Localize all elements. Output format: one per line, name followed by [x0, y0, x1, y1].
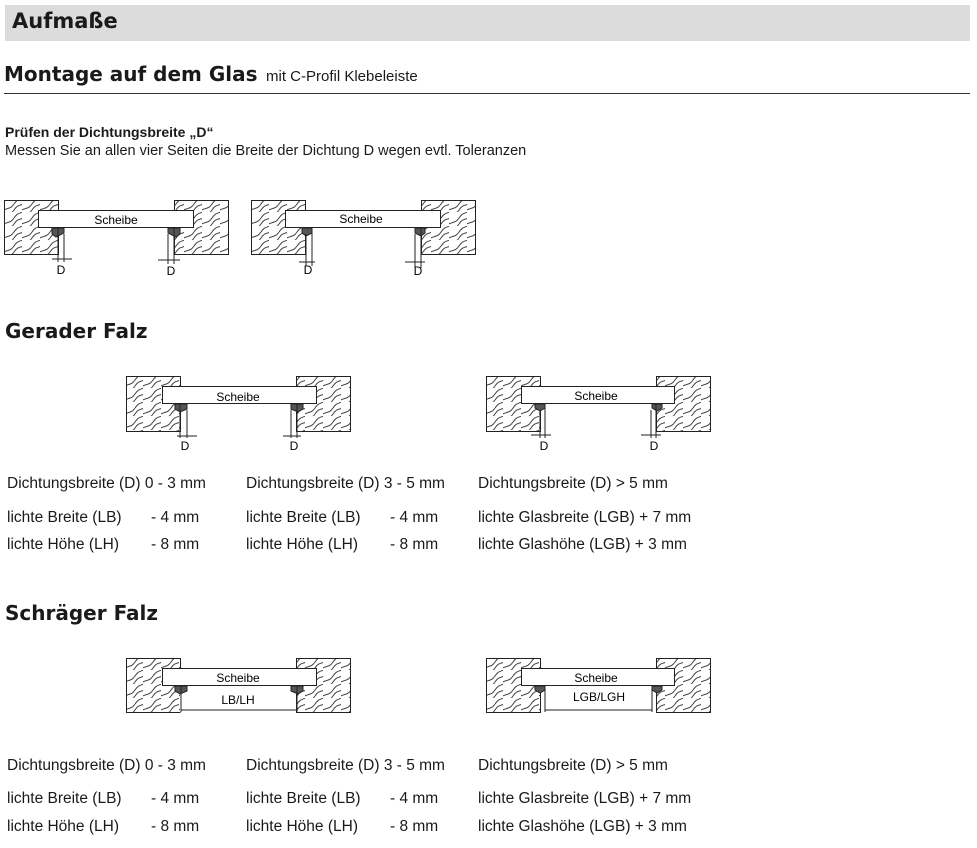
seal-label: D [303, 263, 313, 277]
gerader-col1-heading: Dichtungsbreite (D) 0 - 3 mm [7, 475, 206, 492]
gerader-col1-row2-value: - 8 mm [151, 536, 200, 553]
lgb-lgh-label: LGB/LGH [572, 690, 626, 704]
seal-label: D [649, 439, 659, 453]
page-header: Aufmaße [12, 9, 118, 33]
pane-label: Scheibe [94, 213, 138, 227]
gerader-col3-row2: lichte Glashöhe (LGB) + 3 mm [478, 536, 687, 553]
gerader-falz-title: Gerader Falz [5, 319, 148, 343]
schraeger-falz-diagram-2 [485, 656, 713, 718]
schraeger-col1-row1-label: lichte Breite (LB) [7, 790, 122, 807]
lb-lh-label: LB/LH [221, 693, 255, 707]
gerader-col3-row1: lichte Glasbreite (LGB) + 7 mm [478, 509, 692, 526]
schraeger-col2-row2-value: - 8 mm [390, 818, 439, 835]
schraeger-col1-row2-value: - 8 mm [151, 818, 200, 835]
seal-label: D [180, 439, 190, 453]
pane-label: Scheibe [574, 389, 618, 403]
schraeger-col1-heading: Dichtungsbreite (D) 0 - 3 mm [7, 757, 206, 774]
schraeger-col1-row1-value: - 4 mm [151, 790, 200, 807]
gerader-col2-heading: Dichtungsbreite (D) 3 - 5 mm [246, 475, 445, 492]
schraeger-col1-row2-label: lichte Höhe (LH) [7, 818, 119, 835]
schraeger-col2-row2-label: lichte Höhe (LH) [246, 818, 358, 835]
gerader-col1-row2-label: lichte Höhe (LH) [7, 536, 119, 553]
gerader-col2-row2-value: - 8 mm [390, 536, 439, 553]
gerader-col2-row2-label: lichte Höhe (LH) [246, 536, 358, 553]
gerader-falz-diagram-1 [125, 374, 353, 456]
pane-label: Scheibe [574, 671, 618, 685]
seal-label: D [289, 439, 299, 453]
seal-label: D [56, 263, 66, 277]
schraeger-col2-row1-value: - 4 mm [390, 790, 439, 807]
schraeger-col3-heading: Dichtungsbreite (D) > 5 mm [478, 757, 668, 774]
seal-check-diagram-1 [4, 198, 230, 280]
gerader-col2-row1-label: lichte Breite (LB) [246, 509, 361, 526]
montage-subtitle: mit C-Profil Klebeleiste [266, 68, 418, 85]
check-text: Messen Sie an allen vier Seiten die Breite der Dichtung D wegen evtl. Toleranzen [5, 143, 527, 159]
schraeger-falz-title: Schräger Falz [5, 601, 159, 625]
schraeger-col2-row1-label: lichte Breite (LB) [246, 790, 361, 807]
gerader-col2-row1-value: - 4 mm [390, 509, 439, 526]
check-title: Prüfen der Dichtungsbreite „D“ [5, 124, 214, 140]
seal-check-diagram-2 [251, 198, 477, 280]
seal-label: D [413, 264, 423, 278]
schraeger-col2-heading: Dichtungsbreite (D) 3 - 5 mm [246, 757, 445, 774]
schraeger-falz-diagram-1 [125, 656, 353, 718]
divider [4, 93, 970, 94]
gerader-col1-row1-value: - 4 mm [151, 509, 200, 526]
pane-label: Scheibe [339, 212, 383, 226]
seal-label: D [166, 264, 176, 278]
gerader-col3-heading: Dichtungsbreite (D) > 5 mm [478, 475, 668, 492]
header-bar [5, 5, 970, 41]
gerader-falz-diagram-2 [485, 374, 713, 456]
seal-label: D [539, 439, 549, 453]
pane-label: Scheibe [216, 671, 260, 685]
schraeger-col3-row2: lichte Glashöhe (LGB) + 3 mm [478, 818, 687, 835]
montage-title: Montage auf dem Glas [4, 62, 258, 86]
montage-heading [4, 62, 418, 86]
gerader-col1-row1-label: lichte Breite (LB) [7, 509, 122, 526]
schraeger-col3-row1: lichte Glasbreite (LGB) + 7 mm [478, 790, 692, 807]
pane-label: Scheibe [216, 390, 260, 404]
